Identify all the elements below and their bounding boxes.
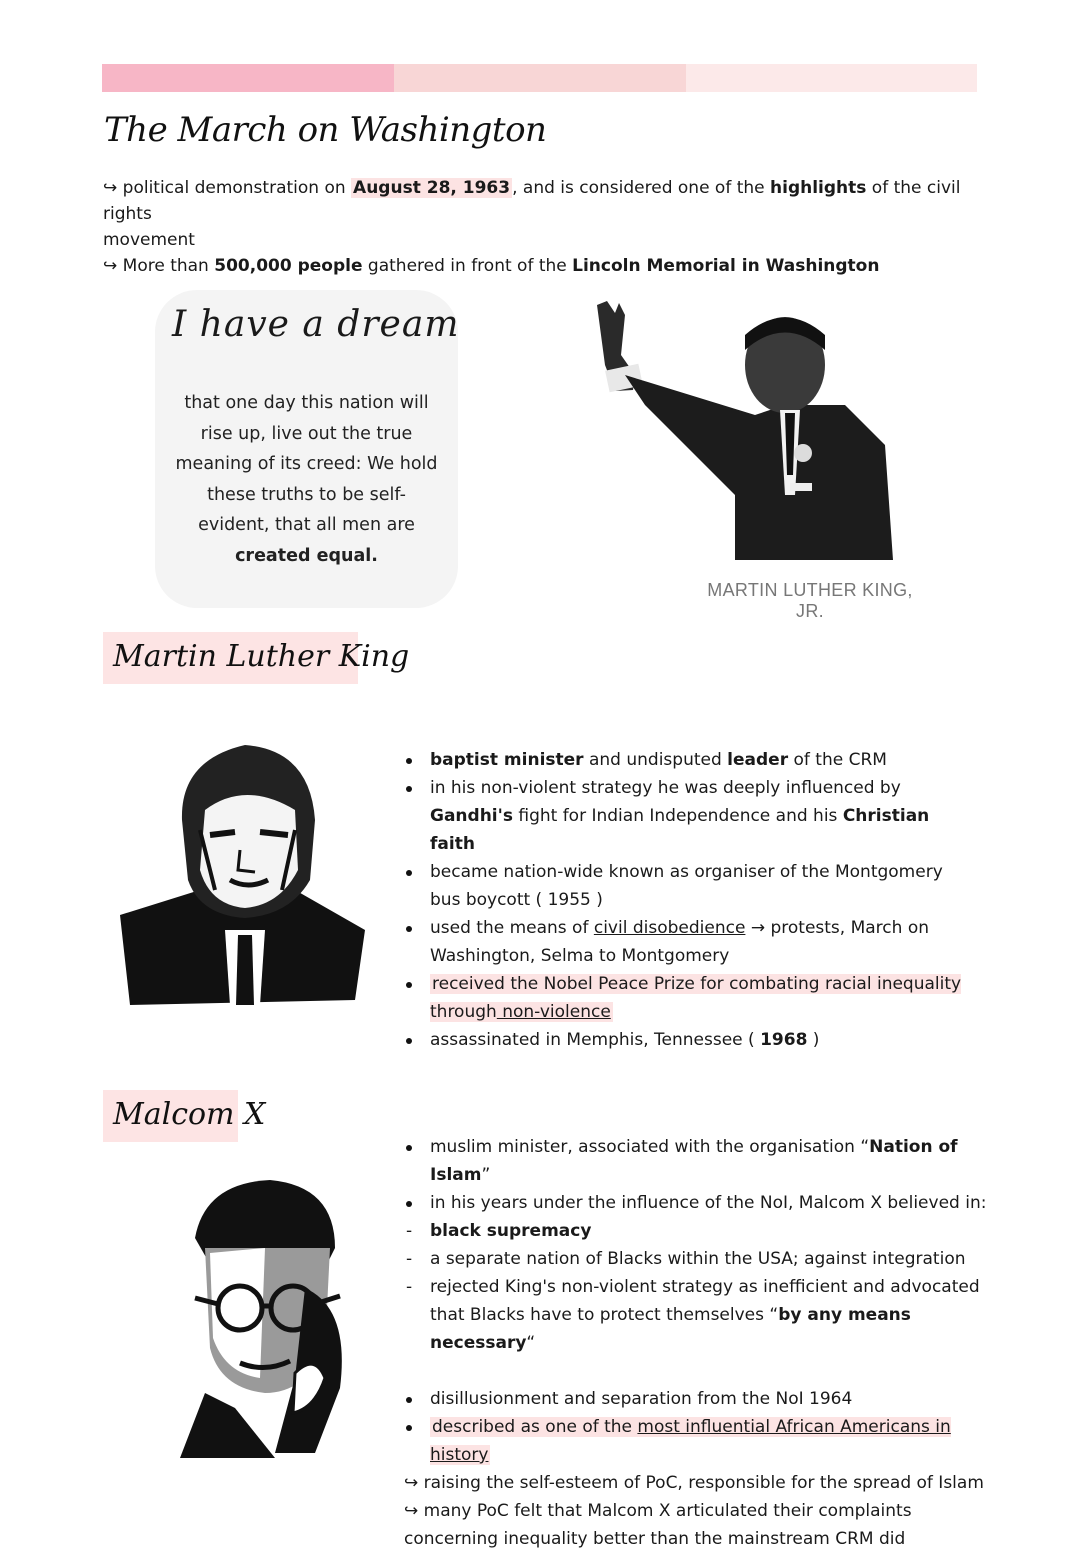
march-line-1 xyxy=(103,175,978,227)
sub-item: - a separate nation of Blacks within the USA; against integration xyxy=(404,1245,994,1273)
bold-text: black supremacy xyxy=(430,1221,592,1241)
quote-line: meaning of its creed: We hold xyxy=(175,454,438,474)
mlk-label-text: Martin Luther King xyxy=(113,639,410,674)
list-item-highlighted xyxy=(404,1413,994,1469)
bold-text: baptist minister xyxy=(430,750,584,770)
sub-item xyxy=(404,1273,994,1357)
text: → protests, March on Washington, Selma to Montgomery xyxy=(430,918,929,966)
text: ) xyxy=(807,1030,820,1050)
text: many PoC felt that Malcom X articulated their complaints concerning inequality better than the mainstream CRM did xyxy=(404,1501,912,1549)
list-item xyxy=(404,774,964,858)
list-item-highlighted xyxy=(404,970,964,1026)
bold-text: Christian faith xyxy=(430,806,930,854)
underlined-text: non-violence xyxy=(496,1002,611,1022)
quote-line: rise up, live out the true xyxy=(200,423,413,444)
text: gathered in front of the xyxy=(362,256,573,276)
quote-line: evident, that all men are xyxy=(198,515,415,535)
page-title: The March on Washington xyxy=(104,110,547,150)
underlined-text: most influential African Americans in history xyxy=(430,1417,951,1465)
quote-text xyxy=(163,388,450,571)
text: political demonstration on xyxy=(122,178,352,198)
bold-text: highlights xyxy=(770,178,867,198)
text: of the CRM xyxy=(788,750,887,770)
arrow-icon: ↪ xyxy=(103,178,118,198)
sub-item xyxy=(404,1217,994,1245)
text: fight for Indian Independence and his xyxy=(512,806,843,826)
mlk-portrait-illustration xyxy=(120,740,370,1010)
header-bar-segment-3 xyxy=(686,64,977,92)
arrow-item xyxy=(404,1469,994,1497)
bold-text: 500,000 people xyxy=(214,256,363,276)
highlight xyxy=(430,974,961,1022)
text: used the means of xyxy=(430,918,594,938)
bold-text: by any means necessary xyxy=(430,1305,911,1353)
list-item: disillusionment and separation from the NoI 1964 xyxy=(404,1385,994,1413)
text: and undisputed xyxy=(583,750,728,770)
list-item: became nation-wide known as organiser of the Montgomery bus boycott ( 1955 ) xyxy=(404,858,964,914)
highlight xyxy=(430,1417,951,1465)
text: , and is considered one of the xyxy=(512,178,771,198)
list-item xyxy=(404,746,964,774)
malcolm-x-portrait-illustration xyxy=(175,1178,355,1458)
text: described as one of the xyxy=(432,1417,638,1437)
bold-text: Gandhi's xyxy=(430,806,513,826)
photo-caption: MARTIN LUTHER KING, JR. xyxy=(707,580,913,621)
text: in his non-violent strategy he was deeply influenced by xyxy=(430,778,901,798)
underlined-text: civil disobedience xyxy=(593,918,746,938)
header-bar-segment-2 xyxy=(394,64,686,92)
list-item xyxy=(404,914,964,970)
malcolm-section-label xyxy=(103,1090,266,1142)
text: received the Nobel Peace Prize for combating racial inequality through xyxy=(430,974,962,1022)
quote-heading: I have a dream xyxy=(172,304,460,345)
text: rejected King's non-violent strategy as inefficient and advocated that Blacks have to protect themselves “ xyxy=(430,1277,980,1325)
arrow-icon: ↪ xyxy=(404,1473,424,1493)
mlk-section-label xyxy=(103,632,410,684)
arrow-icon: ↪ xyxy=(404,1501,424,1521)
text: “ xyxy=(526,1333,536,1353)
bold-text: leader xyxy=(727,750,789,770)
date-highlight: August 28, 1963 xyxy=(353,178,511,198)
malcolm-label-text: Malcom X xyxy=(113,1097,266,1132)
text: muslim minister, associated with the organisation “ xyxy=(430,1137,870,1157)
arrow-item xyxy=(404,1497,994,1553)
quote-line-bold: created equal. xyxy=(235,545,378,566)
text: assassinated in Memphis, Tennessee ( xyxy=(430,1030,761,1050)
bold-text: Lincoln Memorial in Washington xyxy=(572,256,880,276)
quote-line: that one day this nation will xyxy=(184,393,429,413)
text: raising the self-esteem of PoC, responsible for the spread of Islam xyxy=(423,1473,984,1493)
mlk-bullet-list xyxy=(404,746,964,1054)
list-item xyxy=(404,1026,964,1054)
mlk-waving-photo xyxy=(585,295,905,565)
list-item xyxy=(404,1133,994,1189)
march-description xyxy=(103,175,978,279)
march-line-1-wrap: movement xyxy=(103,230,195,250)
bold-text: 1968 xyxy=(760,1030,808,1050)
arrow-icon: ↪ xyxy=(103,256,118,276)
list-item: in his years under the influence of the NoI, Malcom X believed in: xyxy=(404,1189,994,1217)
text: ” xyxy=(481,1165,491,1185)
text: of the civil rights xyxy=(103,178,961,224)
march-line-2 xyxy=(103,253,978,279)
quote-line: these truths to be self- xyxy=(207,484,406,505)
malcolm-bullet-list xyxy=(404,1133,994,1553)
header-bar-segment-1 xyxy=(102,64,394,92)
text: More than xyxy=(122,256,215,276)
bold-text: Nation of Islam xyxy=(430,1137,958,1185)
